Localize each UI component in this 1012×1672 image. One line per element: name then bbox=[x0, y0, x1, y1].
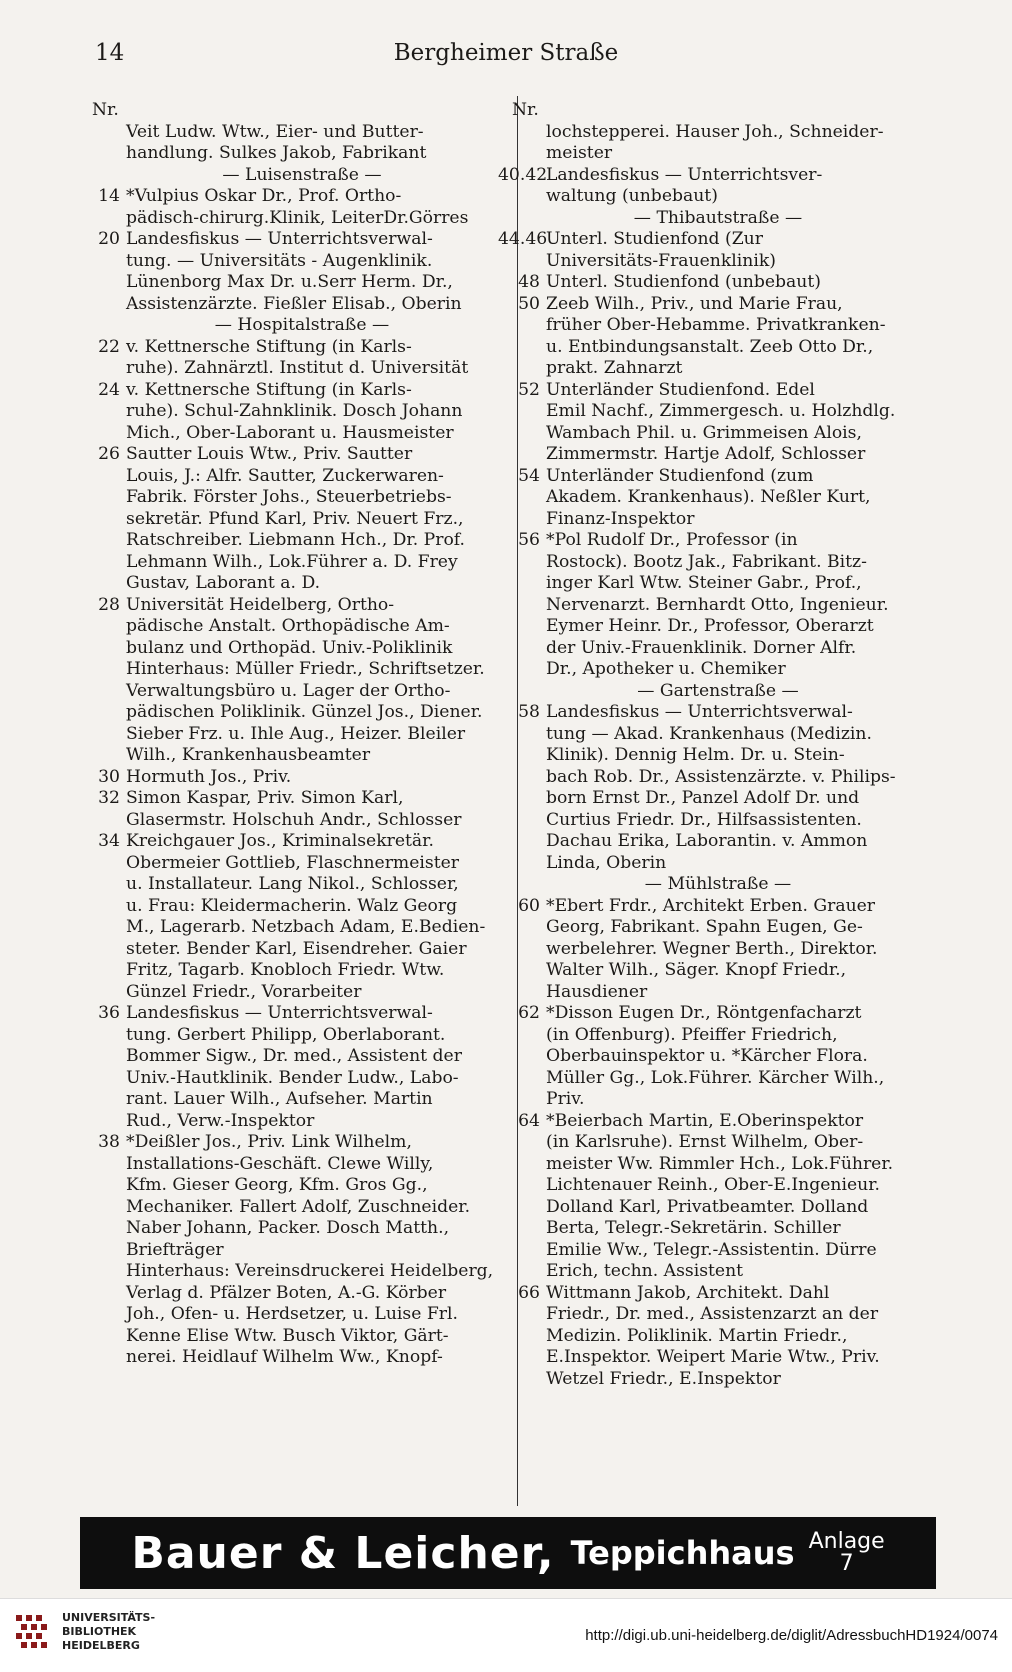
entry-text: Fabrik. Förster Johs., Steuerbetriebs- bbox=[126, 487, 452, 507]
house-number: 60 bbox=[518, 895, 540, 916]
page-number: 14 bbox=[95, 40, 125, 66]
directory-line bbox=[512, 1068, 924, 1090]
house-number: 20 bbox=[98, 229, 120, 249]
entry-text: Joh., Ofen- u. Herdsetzer, u. Luise Frl. bbox=[126, 1304, 458, 1324]
house-number: 36 bbox=[98, 1003, 120, 1023]
directory-line bbox=[512, 939, 924, 961]
entry-text: Medizin. Poliklinik. Martin Friedr., bbox=[546, 1325, 848, 1346]
entry-text: werbelehrer. Wegner Berth., Direktor. bbox=[546, 938, 878, 959]
house-number: 14 bbox=[98, 186, 120, 206]
house-number: 52 bbox=[518, 379, 540, 400]
directory-line bbox=[92, 380, 512, 402]
street-heading-text: — Luisenstraße — bbox=[222, 164, 382, 185]
directory-line bbox=[92, 208, 512, 230]
directory-line bbox=[512, 1326, 924, 1348]
entry-text: Verwaltungsbüro u. Lager der Ortho- bbox=[126, 680, 451, 701]
directory-line bbox=[92, 272, 512, 294]
directory-line bbox=[92, 1175, 512, 1197]
directory-line bbox=[92, 1240, 512, 1262]
entry-text: Müller Gg., Lok.Führer. Kärcher Wilh., bbox=[546, 1067, 885, 1088]
entry-text: ruhe). Zahnärztl. Institut d. Universität bbox=[126, 358, 469, 378]
entry-text: Nervenarzt. Bernhardt Otto, Ingenieur. bbox=[546, 594, 889, 615]
entry-text: Akadem. Krankenhaus). Neßler Kurt, bbox=[546, 487, 871, 507]
entry-text: Rud., Verw.-Inspektor bbox=[126, 1110, 315, 1131]
entry-text: E.Inspektor. Weipert Marie Wtw., Priv. bbox=[546, 1347, 880, 1367]
directory-line bbox=[92, 466, 512, 488]
directory-line bbox=[512, 1304, 924, 1326]
entry-text: der Univ.-Frauenklinik. Dorner Alfr. bbox=[546, 637, 857, 658]
street-heading-text: — Thibautstraße — bbox=[633, 207, 803, 228]
directory-line bbox=[92, 745, 512, 767]
directory-line bbox=[92, 401, 512, 423]
entry-text: Louis, J.: Alfr. Sautter, Zuckerwaren- bbox=[126, 465, 444, 486]
directory-line bbox=[92, 530, 512, 552]
library-name-line: BIBLIOTHEK bbox=[62, 1625, 137, 1638]
ad-annex-number: 7 bbox=[839, 1551, 854, 1576]
entry-text: Unterländer Studienfond (zum bbox=[546, 465, 814, 486]
directory-line bbox=[512, 982, 924, 1004]
house-number: 30 bbox=[98, 766, 120, 787]
house-number: 62 bbox=[518, 1003, 540, 1023]
entry-text: bach Rob. Dr., Assistenzärzte. v. Philips- bbox=[546, 766, 896, 787]
entry-text: Dolland Karl, Privatbeamter. Dolland bbox=[546, 1196, 869, 1217]
street-section-heading bbox=[512, 208, 924, 230]
directory-line bbox=[512, 1025, 924, 1047]
directory-line bbox=[92, 1046, 512, 1068]
directory-line bbox=[92, 831, 512, 853]
directory-line bbox=[92, 659, 512, 681]
entry-text: Landesfiskus — Unterrichtsverwal- bbox=[126, 229, 433, 249]
entry-text: tung — Akad. Krankenhaus (Medizin. bbox=[546, 723, 872, 744]
street-heading-text: — Gartenstraße — bbox=[637, 680, 799, 701]
house-number: 44.46 bbox=[498, 229, 548, 249]
directory-line bbox=[512, 337, 924, 359]
directory-line bbox=[92, 1326, 512, 1348]
ad-brand: Bauer & Leicher, bbox=[131, 1527, 555, 1579]
entry-text: lochstepperei. Hauser Joh., Schneider- bbox=[546, 121, 884, 142]
house-number: 48 bbox=[518, 272, 540, 292]
entry-text: *Ebert Frdr., Architekt Erben. Grauer bbox=[546, 895, 876, 916]
entry-text: Landesfiskus — Unterrichtsverwal- bbox=[546, 702, 853, 722]
directory-line bbox=[92, 702, 512, 724]
entry-text: Lichtenauer Reinh., Ober-E.Ingenieur. bbox=[546, 1175, 880, 1195]
directory-line bbox=[512, 1132, 924, 1154]
entry-text: Klinik). Dennig Helm. Dr. u. Stein- bbox=[546, 745, 845, 765]
entry-text: Walter Wilh., Säger. Knopf Friedr., bbox=[546, 960, 847, 980]
directory-line bbox=[92, 487, 512, 509]
entry-text: Emilie Ww., Telegr.-Assistentin. Dürre bbox=[546, 1239, 877, 1260]
directory-line bbox=[512, 251, 924, 273]
directory-line bbox=[512, 294, 924, 316]
entry-text: u. Entbindungsanstalt. Zeeb Otto Dr., bbox=[546, 336, 874, 357]
directory-line bbox=[512, 724, 924, 746]
ad-annex bbox=[809, 1531, 885, 1575]
entry-text: Univ.-Hautklinik. Bender Ludw., Labo- bbox=[126, 1067, 459, 1088]
directory-line bbox=[512, 380, 924, 402]
entry-text: Kfm. Gieser Georg, Kfm. Gros Gg., bbox=[126, 1175, 428, 1195]
directory-line bbox=[92, 100, 512, 122]
advertisement-banner bbox=[80, 1517, 936, 1589]
entry-text: Zeeb Wilh., Priv., und Marie Frau, bbox=[546, 293, 843, 314]
directory-line bbox=[512, 810, 924, 832]
house-number: 58 bbox=[518, 702, 540, 722]
entry-text: Lehmann Wilh., Lok.Führer a. D. Frey bbox=[126, 551, 458, 572]
entry-text: Curtius Friedr. Dr., Hilfsassistenten. bbox=[546, 809, 862, 830]
entry-text: pädischen Poliklinik. Günzel Jos., Diener. bbox=[126, 702, 483, 722]
street-section-heading bbox=[92, 165, 512, 187]
entry-text: Naber Johann, Packer. Dosch Matth., bbox=[126, 1218, 450, 1238]
directory-line bbox=[92, 960, 512, 982]
entry-text: Friedr., Dr. med., Assistenzarzt an der bbox=[546, 1304, 879, 1324]
entry-text: Hinterhaus: Müller Friedr., Schriftsetzer. bbox=[126, 659, 485, 679]
directory-line bbox=[512, 745, 924, 767]
entry-text: Emil Nachf., Zimmergesch. u. Holzhdlg. bbox=[546, 401, 896, 421]
directory-line bbox=[512, 917, 924, 939]
library-name bbox=[62, 1611, 155, 1653]
entry-text: ruhe). Schul-Zahnklinik. Dosch Johann bbox=[126, 401, 463, 421]
directory-line bbox=[92, 788, 512, 810]
entry-text: waltung (unbebaut) bbox=[546, 186, 718, 206]
directory-line bbox=[92, 509, 512, 531]
entry-text: bulanz und Orthopäd. Univ.-Poliklinik bbox=[126, 637, 453, 658]
entry-text: Priv. bbox=[546, 1089, 585, 1109]
house-number: 40.42 bbox=[498, 164, 548, 185]
entry-text: (in Offenburg). Pfeiffer Friedrich, bbox=[546, 1024, 838, 1045]
directory-line bbox=[512, 1111, 924, 1133]
entry-text: Briefträger bbox=[126, 1239, 224, 1260]
house-number: 34 bbox=[98, 831, 120, 851]
entry-text: pädisch-chirurg.Klinik, LeiterDr.Görres bbox=[126, 207, 469, 228]
house-number: 38 bbox=[98, 1132, 120, 1152]
house-number: 26 bbox=[98, 444, 120, 464]
directory-line bbox=[512, 552, 924, 574]
entry-text: Obermeier Gottlieb, Flaschnermeister bbox=[126, 852, 460, 873]
entry-text: Dachau Erika, Laborantin. v. Ammon bbox=[546, 831, 868, 851]
street-section-heading bbox=[512, 874, 924, 896]
directory-line bbox=[512, 401, 924, 423]
entry-text: Simon Kaspar, Priv. Simon Karl, bbox=[126, 788, 404, 808]
entry-text: Assistenzärzte. Fießler Elisab., Oberin bbox=[126, 293, 462, 314]
directory-line bbox=[92, 358, 512, 380]
entry-text: Wittmann Jakob, Architekt. Dahl bbox=[546, 1282, 830, 1303]
directory-line bbox=[512, 896, 924, 918]
directory-line bbox=[512, 1046, 924, 1068]
entry-text: Landesfiskus — Unterrichtsverwal- bbox=[126, 1003, 433, 1023]
directory-line bbox=[92, 896, 512, 918]
entry-text: (in Karlsruhe). Ernst Wilhelm, Ober- bbox=[546, 1132, 864, 1152]
directory-line bbox=[512, 100, 924, 122]
entry-text: Unterländer Studienfond. Edel bbox=[546, 379, 815, 400]
directory-line bbox=[512, 487, 924, 509]
directory-line bbox=[512, 466, 924, 488]
entry-text: sekretär. Pfund Karl, Priv. Neuert Frz., bbox=[126, 508, 464, 529]
directory-line bbox=[92, 939, 512, 961]
directory-line bbox=[512, 143, 924, 165]
entry-text: Hinterhaus: Vereinsdruckerei Heidelberg, bbox=[126, 1261, 494, 1281]
entry-text: Erich, techn. Assistent bbox=[546, 1261, 744, 1281]
street-heading-text: — Mühlstraße — bbox=[644, 874, 792, 894]
directory-line bbox=[92, 1304, 512, 1326]
entry-text: Linda, Oberin bbox=[546, 852, 667, 873]
library-name-line: UNIVERSITÄTS- bbox=[62, 1611, 156, 1624]
house-number: 64 bbox=[518, 1110, 540, 1131]
entry-text: Mechaniker. Fallert Adolf, Zuschneider. bbox=[126, 1196, 471, 1217]
directory-line bbox=[92, 1003, 512, 1025]
house-number: 24 bbox=[98, 379, 120, 400]
directory-line bbox=[512, 1197, 924, 1219]
directory-line bbox=[512, 1154, 924, 1176]
entry-text: tung. Gerbert Philipp, Oberlaborant. bbox=[126, 1024, 446, 1045]
directory-line bbox=[498, 229, 924, 251]
directory-line bbox=[92, 724, 512, 746]
entry-text: Dr., Apotheker u. Chemiker bbox=[546, 659, 786, 679]
directory-line bbox=[92, 767, 512, 789]
directory-line bbox=[92, 917, 512, 939]
entry-text: meister bbox=[546, 143, 613, 163]
directory-line bbox=[92, 681, 512, 703]
library-name-line: HEIDELBERG bbox=[62, 1639, 140, 1652]
entry-text: Rostock). Bootz Jak., Fabrikant. Bitz- bbox=[546, 551, 867, 572]
source-url-link[interactable]: http://digi.ub.uni-heidelberg.de/diglit/AdressbuchHD1924/0074 bbox=[585, 1627, 998, 1644]
ad-subtitle: Teppichhaus bbox=[570, 1534, 795, 1572]
directory-line bbox=[92, 423, 512, 445]
directory-line bbox=[512, 1283, 924, 1305]
house-number: 66 bbox=[518, 1282, 540, 1303]
directory-line bbox=[512, 1003, 924, 1025]
directory-line bbox=[512, 831, 924, 853]
directory-line bbox=[92, 1197, 512, 1219]
entry-text: Wetzel Friedr., E.Inspektor bbox=[546, 1368, 781, 1389]
house-number: 50 bbox=[518, 293, 540, 314]
entry-text: inger Karl Wtw. Steiner Gabr., Prof., bbox=[546, 573, 862, 593]
entry-text: Zimmermstr. Hartje Adolf, Schlosser bbox=[546, 444, 866, 464]
entry-text: Fritz, Tagarb. Knobloch Friedr. Wtw. bbox=[126, 960, 445, 980]
entry-text: Installations-Geschäft. Clewe Willy, bbox=[126, 1153, 434, 1174]
directory-line bbox=[92, 573, 512, 595]
directory-line bbox=[512, 573, 924, 595]
entry-text: Mich., Ober-Laborant u. Hausmeister bbox=[126, 422, 454, 443]
entry-text: u. Frau: Kleidermacherin. Walz Georg bbox=[126, 895, 458, 916]
entry-text: *Deißler Jos., Priv. Link Wilhelm, bbox=[126, 1132, 412, 1152]
entry-text: Gustav, Laborant a. D. bbox=[126, 573, 321, 593]
directory-line bbox=[92, 1283, 512, 1305]
directory-line bbox=[92, 337, 512, 359]
directory-line bbox=[512, 616, 924, 638]
entry-text: rant. Lauer Wilh., Aufseher. Martin bbox=[126, 1089, 433, 1109]
entry-text: früher Ober-Hebamme. Privatkranken- bbox=[546, 315, 886, 335]
house-number: Nr. bbox=[512, 100, 539, 120]
directory-line bbox=[92, 122, 512, 144]
entry-text: M., Lagerarb. Netzbach Adam, E.Bedien- bbox=[126, 917, 486, 937]
directory-line bbox=[512, 122, 924, 144]
street-heading-text: — Hospitalstraße — bbox=[214, 315, 390, 335]
directory-line bbox=[92, 853, 512, 875]
entry-text: Günzel Friedr., Vorarbeiter bbox=[126, 981, 362, 1002]
directory-line bbox=[92, 1154, 512, 1176]
house-number: 22 bbox=[98, 336, 120, 357]
directory-line bbox=[512, 1175, 924, 1197]
directory-line bbox=[512, 1369, 924, 1391]
directory-line bbox=[92, 1218, 512, 1240]
directory-line bbox=[92, 1068, 512, 1090]
directory-line bbox=[512, 960, 924, 982]
directory-line bbox=[92, 143, 512, 165]
directory-line bbox=[512, 186, 924, 208]
entry-text: Landesfiskus — Unterrichtsver- bbox=[546, 164, 823, 185]
house-number: Nr. bbox=[92, 100, 119, 120]
entry-text: Kreichgauer Jos., Kriminalsekretär. bbox=[126, 831, 434, 851]
directory-line bbox=[512, 659, 924, 681]
entry-text: prakt. Zahnarzt bbox=[546, 358, 683, 378]
directory-line bbox=[92, 1025, 512, 1047]
entry-text: Lünenborg Max Dr. u.Serr Herm. Dr., bbox=[126, 272, 453, 292]
entry-text: Veit Ludw. Wtw., Eier- und Butter- bbox=[126, 121, 424, 142]
street-section-heading bbox=[512, 681, 924, 703]
entry-text: Universität Heidelberg, Ortho- bbox=[126, 594, 395, 615]
right-column bbox=[498, 100, 924, 1390]
directory-line bbox=[92, 1347, 512, 1369]
directory-line bbox=[512, 1261, 924, 1283]
directory-line bbox=[512, 767, 924, 789]
entry-text: Kenne Elise Wtw. Busch Viktor, Gärt- bbox=[126, 1325, 449, 1346]
entry-text: Unterl. Studienfond (unbebaut) bbox=[546, 272, 821, 292]
left-column bbox=[92, 100, 512, 1369]
entry-text: Berta, Telegr.-Sekretärin. Schiller bbox=[546, 1218, 841, 1238]
directory-line bbox=[512, 638, 924, 660]
entry-text: nerei. Heidlauf Wilhelm Ww., Knopf- bbox=[126, 1347, 443, 1367]
directory-line bbox=[92, 638, 512, 660]
entry-text: Unterl. Studienfond (Zur bbox=[546, 229, 763, 249]
house-number: 28 bbox=[98, 594, 120, 615]
directory-line bbox=[512, 702, 924, 724]
entry-text: tung. — Universitäts - Augenklinik. bbox=[126, 250, 433, 271]
directory-line bbox=[512, 1240, 924, 1262]
directory-line bbox=[92, 616, 512, 638]
directory-line bbox=[92, 294, 512, 316]
directory-line bbox=[512, 530, 924, 552]
house-number: 56 bbox=[518, 530, 540, 550]
directory-line bbox=[92, 1132, 512, 1154]
entry-text: Verlag d. Pfälzer Boten, A.-G. Körber bbox=[126, 1282, 447, 1303]
street-title: Bergheimer Straße bbox=[393, 40, 619, 66]
entry-text: Hausdiener bbox=[546, 981, 648, 1002]
directory-line bbox=[92, 552, 512, 574]
entry-text: *Pol Rudolf Dr., Professor (in bbox=[546, 530, 798, 550]
house-number: 54 bbox=[518, 465, 540, 486]
directory-line bbox=[512, 509, 924, 531]
directory-line bbox=[92, 444, 512, 466]
directory-line bbox=[498, 164, 924, 187]
directory-line bbox=[512, 315, 924, 337]
entry-text: Wilh., Krankenhausbeamter bbox=[126, 745, 371, 765]
directory-line bbox=[512, 1347, 924, 1369]
entry-text: meister Ww. Rimmler Hch., Lok.Führer. bbox=[546, 1153, 894, 1174]
directory-line bbox=[512, 595, 924, 617]
entry-text: Sieber Frz. u. Ihle Aug., Heizer. Bleiler bbox=[126, 723, 466, 744]
entry-text: born Ernst Dr., Panzel Adolf Dr. und bbox=[546, 788, 860, 808]
ad-annex-label: Anlage bbox=[808, 1529, 885, 1554]
directory-line bbox=[92, 229, 512, 251]
directory-line bbox=[92, 810, 512, 832]
entry-text: Ratschreiber. Liebmann Hch., Dr. Prof. bbox=[126, 530, 465, 550]
directory-line bbox=[92, 251, 512, 273]
directory-line bbox=[92, 595, 512, 617]
directory-line bbox=[92, 1261, 512, 1283]
directory-line bbox=[92, 874, 512, 896]
entry-text: Finanz-Inspektor bbox=[546, 508, 695, 529]
directory-line bbox=[512, 358, 924, 380]
directory-line bbox=[512, 1218, 924, 1240]
directory-line bbox=[92, 1111, 512, 1133]
directory-line bbox=[512, 1089, 924, 1111]
entry-text: Glasermstr. Holschuh Andr., Schlosser bbox=[126, 809, 462, 830]
entry-text: u. Installateur. Lang Nikol., Schlosser, bbox=[126, 874, 459, 894]
entry-text: *Disson Eugen Dr., Röntgenfacharzt bbox=[546, 1003, 862, 1023]
entry-text: pädische Anstalt. Orthopädische Am- bbox=[126, 616, 450, 636]
entry-text: Oberbauinspektor u. *Kärcher Flora. bbox=[546, 1046, 868, 1066]
footer-bar bbox=[0, 1598, 1012, 1672]
directory-line bbox=[92, 1089, 512, 1111]
directory-line bbox=[512, 272, 924, 294]
directory-line bbox=[92, 982, 512, 1004]
entry-text: v. Kettnersche Stiftung (in Karls- bbox=[126, 336, 412, 357]
entry-text: Georg, Fabrikant. Spahn Eugen, Ge- bbox=[546, 917, 863, 937]
entry-text: v. Kettnersche Stiftung (in Karls- bbox=[126, 379, 412, 400]
entry-text: Sautter Louis Wtw., Priv. Sautter bbox=[126, 444, 413, 464]
university-library-logo-icon bbox=[14, 1613, 54, 1653]
directory-line bbox=[512, 853, 924, 875]
directory-line bbox=[512, 423, 924, 445]
street-section-heading bbox=[92, 315, 512, 337]
entry-text: Wambach Phil. u. Grimmeisen Alois, bbox=[546, 422, 862, 443]
entry-text: *Beierbach Martin, E.Oberinspektor bbox=[546, 1110, 864, 1131]
entry-text: Universitäts-Frauenklinik) bbox=[546, 250, 776, 271]
directory-line bbox=[512, 788, 924, 810]
entry-text: handlung. Sulkes Jakob, Fabrikant bbox=[126, 143, 427, 163]
directory-line bbox=[92, 186, 512, 208]
entry-text: Eymer Heinr. Dr., Professor, Oberarzt bbox=[546, 616, 874, 636]
entry-text: Bommer Sigw., Dr. med., Assistent der bbox=[126, 1046, 462, 1066]
entry-text: Hormuth Jos., Priv. bbox=[126, 766, 292, 787]
entry-text: *Vulpius Oskar Dr., Prof. Ortho- bbox=[126, 186, 402, 206]
entry-text: steter. Bender Karl, Eisendreher. Gaier bbox=[126, 938, 467, 959]
page-header bbox=[95, 40, 917, 80]
directory-line bbox=[512, 444, 924, 466]
house-number: 32 bbox=[98, 788, 120, 808]
